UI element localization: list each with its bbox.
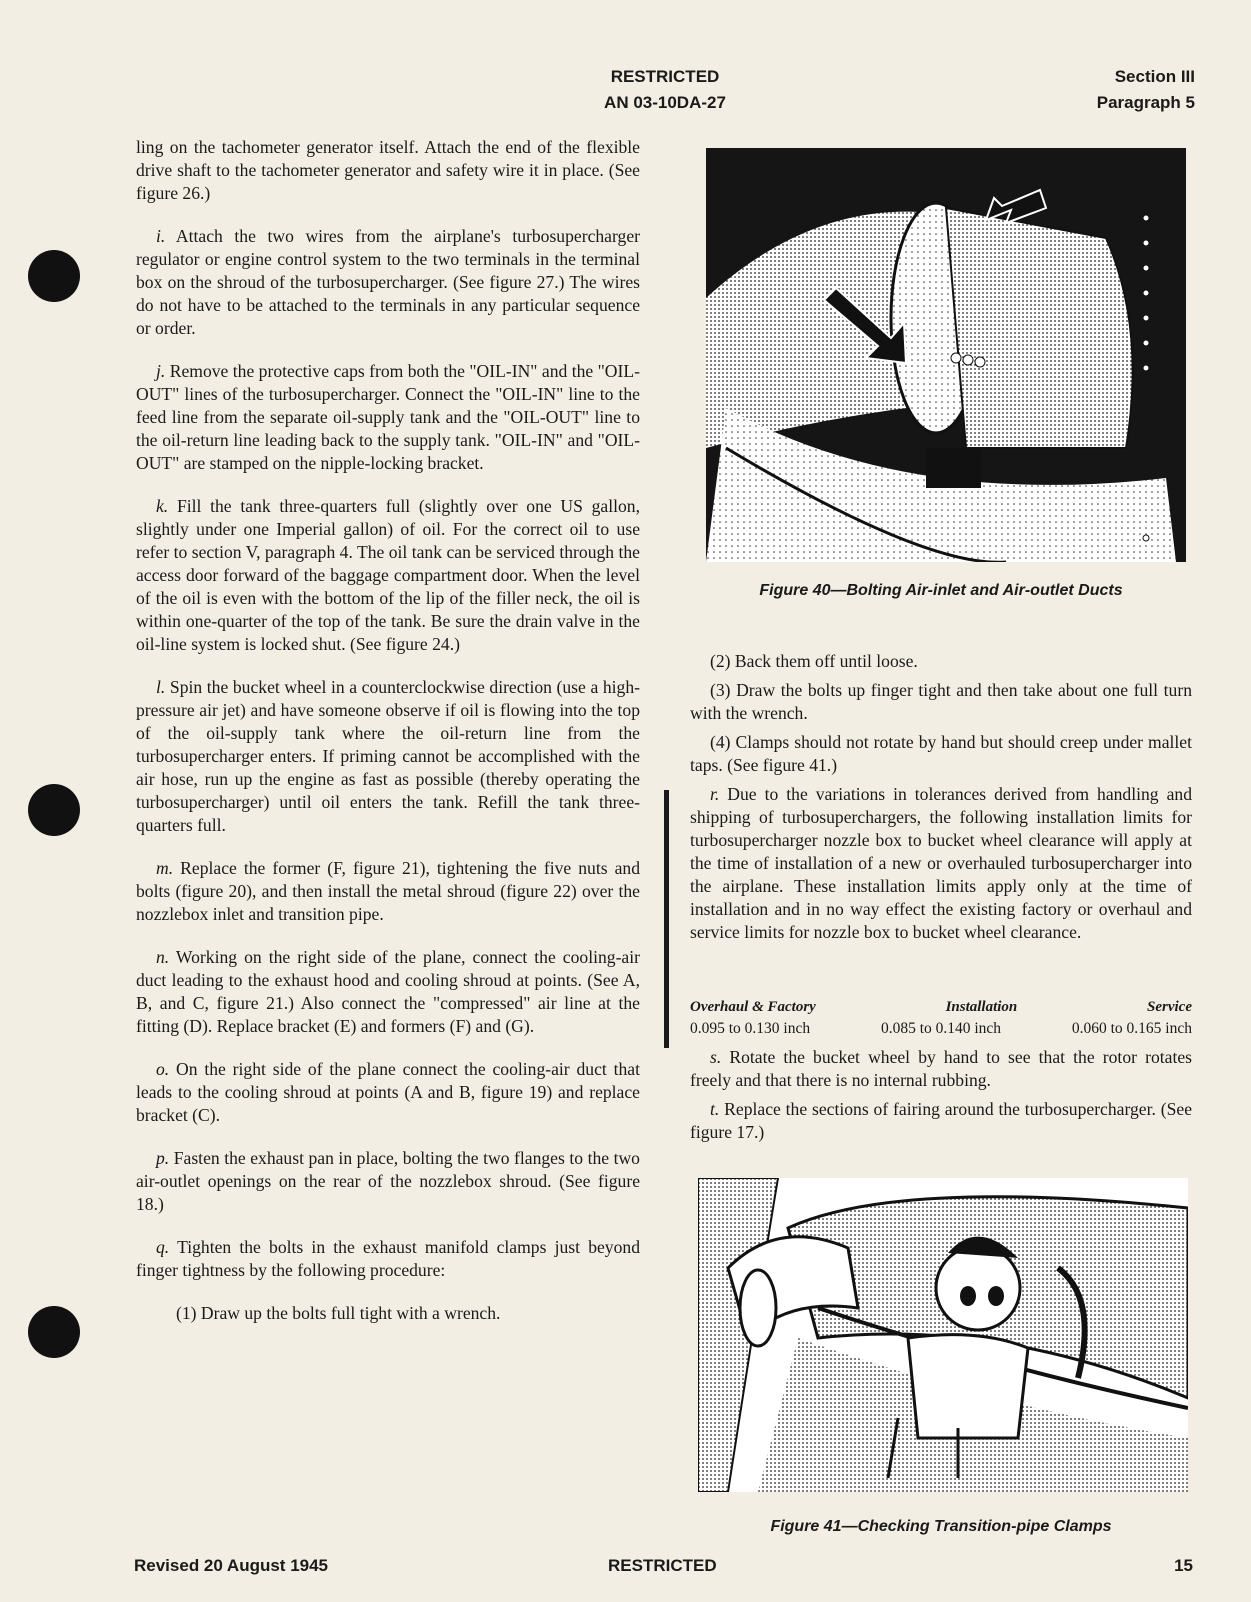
tolerance-header: Installation (945, 999, 1018, 1015)
paragraph-t: t. Replace the sections of fairing around the turbosupercharger. (See figure 17.) (690, 1099, 1193, 1142)
paragraph: ling on the tachometer generator itself. Attach the end of the flexible drive shaft to the tachometer generator and safety wire it in place. (See figure 26.) (136, 137, 640, 203)
step-1: (1) Draw up the bolts full tight with a wrench. (176, 1303, 501, 1323)
figure-41-illustration (698, 1178, 1188, 1492)
tolerance-header-row (690, 996, 1192, 1018)
tolerance-table (690, 996, 1192, 1040)
header-section: Section III (1114, 67, 1195, 86)
step-4: (4) Clamps should not rotate by hand but should creep under mallet taps. (See figure 41.) (690, 732, 1192, 775)
page-header-right (1097, 64, 1195, 116)
binder-hole (28, 1306, 80, 1358)
tolerance-header: Overhaul & Factory (690, 999, 816, 1015)
paragraph-i: i. Attach the two wires from the airplane's turbosupercharger regulator or engine control system to the two terminals in the terminal box on the shroud of the turbosupercharger. (See figure 27.) The wires do not have to be attached to the terminals in any particular sequence or order. (136, 226, 640, 338)
page-header-center (520, 64, 810, 116)
paragraph-s: s. Rotate the bucket wheel by hand to see that the rotor rotates freely and that there is no internal rubbing. (690, 1047, 1192, 1090)
header-restricted: RESTRICTED (610, 67, 720, 86)
binder-hole (28, 250, 80, 302)
tolerance-value: 0.095 to 0.130 inch (690, 1020, 811, 1037)
figure-40-caption: Figure 40—Bolting Air-inlet and Air-outlet Ducts (759, 582, 1123, 599)
paragraph-k: k. Fill the tank three-quarters full (slightly over one US gallon, slightly under one Imperial gallon) of oil. For the correct oil to use refer to section V, paragraph 4. The oil tank can be serviced through the access door forward of the baggage compartment door. When the level of the oil is even with the bottom of the lip of the filler neck, the oil is within one-quarter of the top of the tank. Be sure the drain valve in the oil-line system is locked shut. (See figure 24.) (136, 496, 640, 654)
tolerance-value: 0.060 to 0.165 inch (1071, 1020, 1192, 1037)
tolerance-header: Service (1147, 999, 1192, 1015)
paragraph-m: m. Replace the former (F, figure 21), tightening the five nuts and bolts (figure 20), and then install the metal shroud (figure 22) over the nozzlebox inlet and transition pipe. (136, 858, 640, 924)
header-doc-number: AN 03-10DA-27 (604, 93, 726, 112)
footer-revised: Revised 20 August 1945 (134, 1556, 329, 1575)
right-column (690, 650, 1192, 950)
left-column (136, 136, 640, 1345)
paragraph-n: n. Working on the right side of the plane, connect the cooling-air duct leading to the exhaust hood and cooling shroud at points. (See A, B, and C, figure 21.) Also connect the "compressed" air line at the fitting (D). Replace bracket (E) and formers (F) and (G). (136, 947, 640, 1036)
footer-restricted: RESTRICTED (608, 1556, 717, 1575)
paragraph-o: o. On the right side of the plane connect the cooling-air duct that leads to the cooling shroud at points (A and B, figure 19) and replace bracket (C). (136, 1059, 640, 1125)
step-3: (3) Draw the bolts up finger tight and then take about one full turn with the wrench. (690, 680, 1192, 723)
paragraph-r: r. Due to the variations in tolerances derived from handling and shipping of turbosuperchargers, the following installation limits for turbosupercharger nozzle box to bucket wheel clearance will apply at the time of installation of a new or overhauled turbosupercharger into the airplane. These installation limits apply only at the time of installation and in no way effect the existing factory or overhaul and service limits for nozzle box to bucket wheel clearance. (690, 784, 1192, 942)
paragraph-l: l. Spin the bucket wheel in a counterclockwise direction (use a high-pressure air jet) and have someone observe if oil is flowing into the top of the oil-supply tank where the oil-return line from the turbosupercharger enters. If priming cannot be accomplished with the air hose, run up the engine as fast as possible (thereby operating the turbosupercharger) until oil enters the tank. Refill the tank three-quarters full. (136, 677, 640, 835)
figure-41-caption: Figure 41—Checking Transition-pipe Clamps (770, 1518, 1112, 1535)
figure-40-illustration (706, 148, 1186, 562)
step-2: (2) Back them off until loose. (710, 651, 918, 671)
header-paragraph: Paragraph 5 (1096, 93, 1195, 112)
paragraph-q: q. Tighten the bolts in the exhaust manifold clamps just beyond finger tightness by the following procedure: (136, 1237, 640, 1280)
page-number: 15 (1174, 1556, 1193, 1575)
tolerance-value-row (690, 1018, 1192, 1040)
right-column-continued (690, 1046, 1192, 1150)
change-bar (664, 790, 669, 1048)
paragraph-j: j. Remove the protective caps from both the "OIL-IN" and the "OIL-OUT" lines of the turbosupercharger. Connect the "OIL-IN" line to the feed line from the separate oil-supply tank and the "OIL-OUT" line to the oil-return line leading back to the supply tank. "OIL-IN" and "OIL-OUT" are stamped on the nipple-locking bracket. (136, 361, 640, 473)
binder-hole (28, 784, 80, 836)
paragraph-p: p. Fasten the exhaust pan in place, bolting the two flanges to the two air-outlet openings on the rear of the nozzlebox shroud. (See figure 18.) (136, 1148, 640, 1214)
tolerance-value: 0.085 to 0.140 inch (880, 1020, 1002, 1037)
